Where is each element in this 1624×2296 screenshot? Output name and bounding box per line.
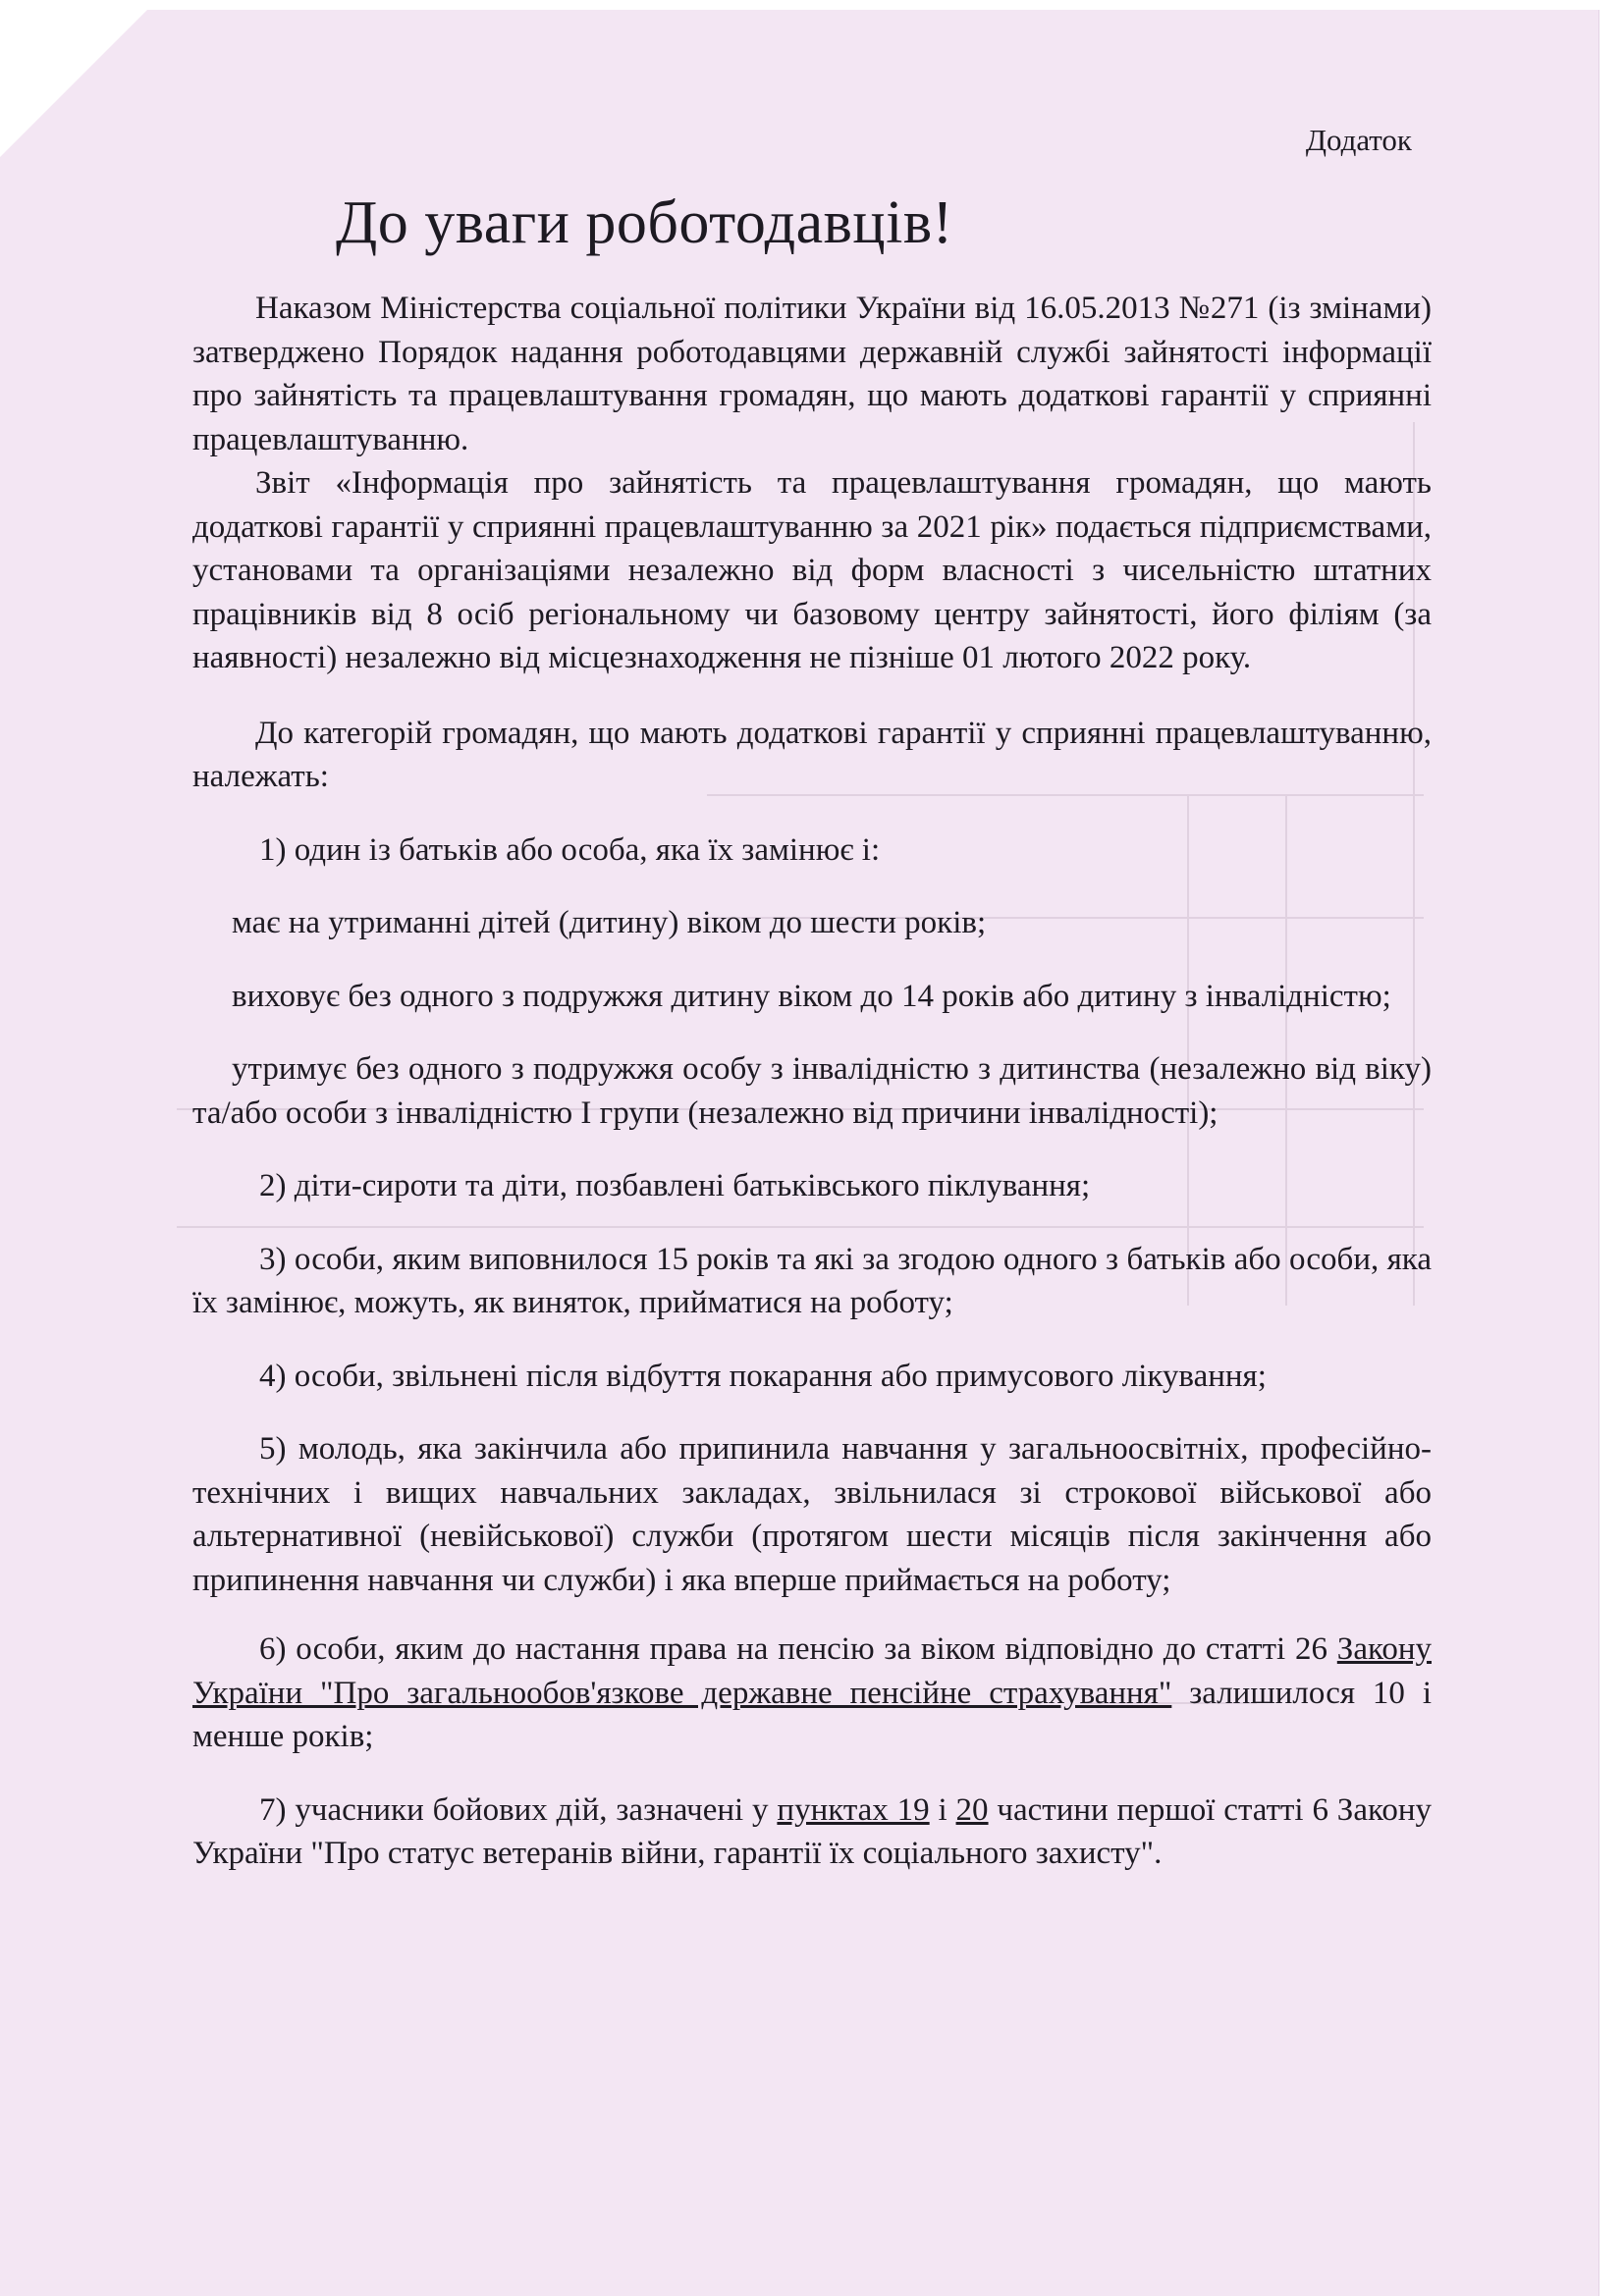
category-item-1c: утримує без одного з подружжя особу з інвалідністю з дитинства (незалежно від віку) та/або особи з інвалідністю I групи (незалежно від причини інвалідності); (192, 1051, 1432, 1131)
points-19-link[interactable]: пунктах 19 (777, 1791, 930, 1828)
document-body (192, 287, 1432, 1876)
category-item-5: 5) молодь, яка закінчила або припинила навчання у загальноосвітніх, професійно-технічних і вищих навчальних закладах, звільнилася зі строкової військової або альтернативної (невійськової) служби (протягом шести місяців після закінчення або припинення навчання чи служби) і яка вперше приймається на роботу; (192, 1431, 1432, 1598)
pension-law-link[interactable]: Закону України "Про загальнообов'язкове державне пенсійне страхування" (192, 1631, 1432, 1711)
item7-text-start: 7) учасники бойових дій, зазначені у (259, 1791, 778, 1828)
addendum-label: Додаток (1305, 123, 1412, 157)
item6-text-start: 6) особи, яким до настання права на пенсію за віком відповідно до статті 26 (259, 1631, 1337, 1667)
page-title: До уваги роботодавців! (336, 189, 953, 256)
point-20-link[interactable]: 20 (955, 1791, 989, 1828)
item6-text-end: залишилося 10 і менше років; (192, 1675, 1432, 1754)
report-paragraph: Звіт «Інформація про зайнятість та працевлаштування громадян, що мають додаткові гарантії у сприянні працевлаштуванню за 2021 рік» подається підприємствами, установами та організаціями незалежно від форм власності з чисельністю штатних працівників від 8 осіб регіональному чи базовому центру зайнятості, його філіям (за наявності) незалежно від місцезнаходження не пізніше 01 лютого 2022 року. (192, 465, 1432, 675)
category-item-4: 4) особи, звільнені після відбуття покарання або примусового лікування; (259, 1358, 1267, 1394)
category-item-3: 3) особи, яким виповнилося 15 років та які за згодою одного з батьків або особи, яка їх замінює, можуть, як виняток, прийматися на роботу; (192, 1241, 1432, 1320)
categories-intro-paragraph: До категорій громадян, що мають додаткові гарантії у сприянні працевлаштуванню, належать: (192, 715, 1432, 794)
intro-paragraph: Наказом Міністерства соціальної політики України від 16.05.2013 №271 (із змінами) затверджено Порядок надання роботодавцями державній службі зайнятості інформації про зайнятість та працевлаштування громадян, що мають додаткові гарантії у сприянні працевлаштуванню. (192, 291, 1432, 457)
category-item-6 (192, 1628, 1432, 1759)
category-item-2: 2) діти-сироти та діти, позбавлені батьківського піклування; (259, 1168, 1091, 1203)
category-item-1: 1) один із батьків або особа, яка їх замінює і: (259, 831, 881, 868)
category-item-1b: виховує без одного з подружжя дитину віком до 14 років або дитину з інвалідністю; (232, 978, 1391, 1014)
category-item-1a: має на утриманні дітей (дитину) віком до шести років; (232, 905, 987, 940)
item7-text-end: частини першої статті 6 Закону України "Про статус ветеранів війни, гарантії їх соціального захисту". (192, 1791, 1432, 1871)
item7-text-and: і (929, 1791, 956, 1828)
category-item-7 (192, 1789, 1432, 1876)
